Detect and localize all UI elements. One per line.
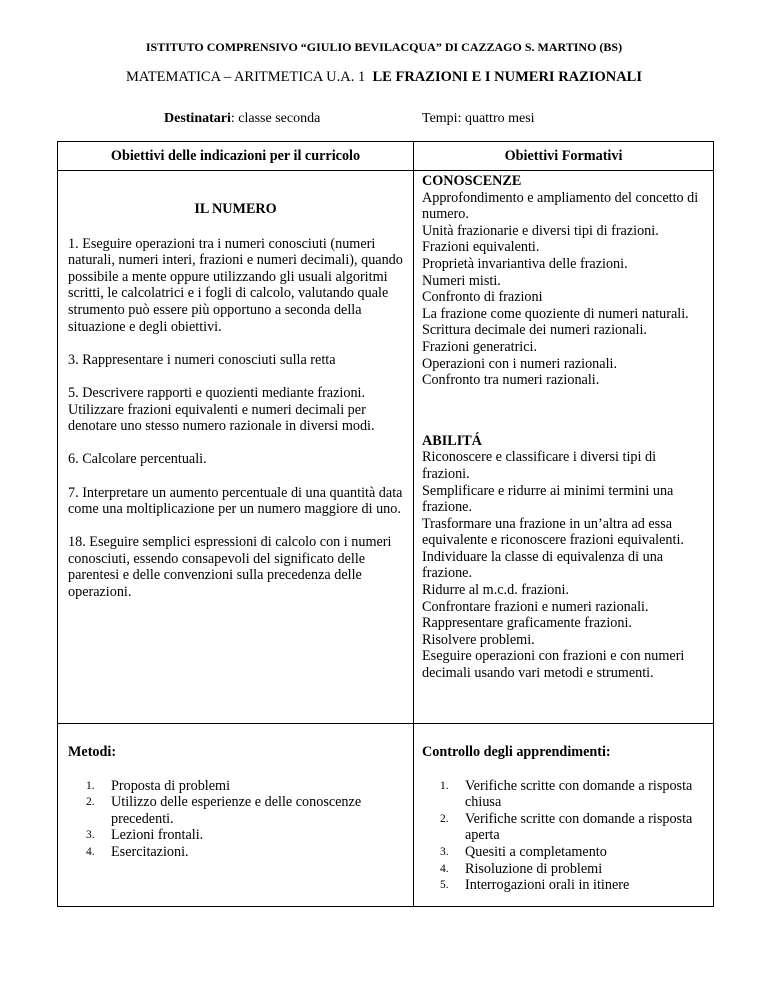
abilita-item: Rappresentare graficamente frazioni. [422,615,632,632]
objective-item: 7. Interpretare un aumento percentuale di una quantità data come una moltiplicazione per un numero maggiore di uno. [68,484,403,518]
abilita-item: Individuare la classe di equivalenza di una frazione. [422,548,664,582]
destinatari-label: Destinatari [164,111,231,126]
list-number: 2. [86,796,95,809]
abilita-item: Ridurre al m.c.d. frazioni. [422,582,569,599]
conoscenza-item: Unità frazionarie e diversi tipi di frazioni. [422,222,659,239]
abilita-item: Trasformare una frazione in un’altra ad essa equivalente e riconoscere frazioni equivalenti. [422,515,684,549]
conoscenza-item: Approfondimento e ampliamento del concetto di numero. [422,189,699,223]
conoscenza-item: Frazioni generatrici. [422,338,538,355]
list-text: Utilizzo delle esperienze e delle conoscenze precedenti. [111,794,362,827]
conoscenza-item: Frazioni equivalenti. [422,239,540,256]
curriculum-table [57,141,714,907]
conoscenze-heading: CONOSCENZE [422,173,522,189]
objective-item: 1. Eseguire operazioni tra i numeri conosciuti (numeri naturali, numeri interi, frazioni e numeri decimali), quando possibile a mente oppure utilizzando gli usuali algoritmi scritti, le calcolatrici e i fogli di calcolo, valutando quale strumento può essere più opportuno a seconda della situazione e degli obiettivi. [68,235,403,335]
list-text: Risoluzione di problemi [465,860,603,877]
abilita-item: Riconoscere e classificare i diversi tipi di frazioni. [422,449,657,482]
metodi-item [68,827,403,844]
controllo-cell [414,724,714,907]
conoscenza-item: Confronto di frazioni [422,289,543,306]
abilita-item: Risolvere problemi. [422,631,535,648]
objective-item: 18. Eseguire semplici espressioni di calcolo con i numeri conosciuti, essendo consapevoli del significato delle parentesi e delle convenzioni sulla precedenza delle operazioni. [68,534,392,601]
list-number: 5. [440,879,449,892]
abilita-heading: ABILITÁ [422,432,482,449]
list-number: 1. [86,779,95,792]
list-number: 4. [86,845,95,858]
metodi-cell [58,724,414,907]
left-column-header: Obiettivi delle indicazioni per il curricolo [58,142,414,171]
conoscenza-item: La frazione come quoziente di numeri naturali. [422,305,689,322]
metodi-heading: Metodi: [68,744,117,760]
controllo-item [422,811,705,844]
unit-title: LE FRAZIONI E I NUMERI RAZIONALI [372,69,642,85]
controllo-item [422,844,705,861]
objective-item: 3. Rappresentare i numeri conosciuti sulla retta [68,351,336,368]
list-text: Esercitazioni. [111,843,189,860]
list-text: Verifiche scritte con domande a risposta aperta [465,810,693,844]
conoscenza-item: Operazioni con i numeri razionali. [422,355,618,372]
section-title-numero: IL NUMERO [194,201,277,217]
metodi-list [68,778,403,861]
school-name: ISTITUTO COMPRENSIVO “GIULIO BEVILACQUA” DI CAZZAGO S. MARTINO (BS) [145,40,623,54]
metodi-item [68,844,403,861]
list-text: Interrogazioni orali in itinere [465,877,630,894]
subject-line [0,69,768,86]
abilita-item: Confrontare frazioni e numeri razionali. [422,598,649,615]
controllo-heading: Controllo degli apprendimenti: [422,744,611,760]
formative-cell [414,171,714,724]
list-number: 4. [440,862,449,875]
controllo-item [422,877,705,894]
tempi: Tempi: quattro mesi [422,111,535,126]
conoscenza-item: Scrittura decimale dei numeri razionali. [422,322,647,339]
conoscenza-item: Proprietà invariantiva delle frazioni. [422,255,628,272]
controllo-list [422,778,705,894]
metodi-item [68,794,403,827]
objectives-cell [58,171,414,724]
controllo-item [422,778,705,811]
abilita-item: Semplificare e ridurre ai minimi termini una frazione. [422,482,674,516]
right-column-header: Obiettivi Formativi [414,142,714,171]
conoscenza-item: Confronto tra numeri razionali. [422,372,600,389]
objective-item: 5. Descrivere rapporti e quozienti mediante frazioni. Utilizzare frazioni equivalenti e numeri decimali per denotare uno stesso numero razionale in diversi modi. [68,384,375,435]
destinatari-value: : classe seconda [230,111,321,126]
objective-item: 6. Calcolare percentuali. [68,451,207,468]
destinatari [164,111,320,127]
controllo-item [422,861,705,878]
metodi-item [68,778,403,795]
list-text: Verifiche scritte con domande a risposta chiusa [465,777,693,811]
list-text: Proposta di problemi [111,777,231,794]
abilita-item: Eseguire operazioni con frazioni e con numeri decimali usando vari metodi e strumenti. [422,648,685,682]
list-number: 2. [440,812,449,825]
list-text: Quesiti a completamento [465,843,607,860]
conoscenza-item: Numeri misti. [422,272,501,289]
subject-prefix: MATEMATICA – ARITMETICA U.A. 1 [125,69,366,85]
list-number: 3. [86,829,95,842]
list-text: Lezioni frontali. [111,827,204,844]
list-number: 3. [440,845,449,858]
list-number: 1. [440,779,449,792]
